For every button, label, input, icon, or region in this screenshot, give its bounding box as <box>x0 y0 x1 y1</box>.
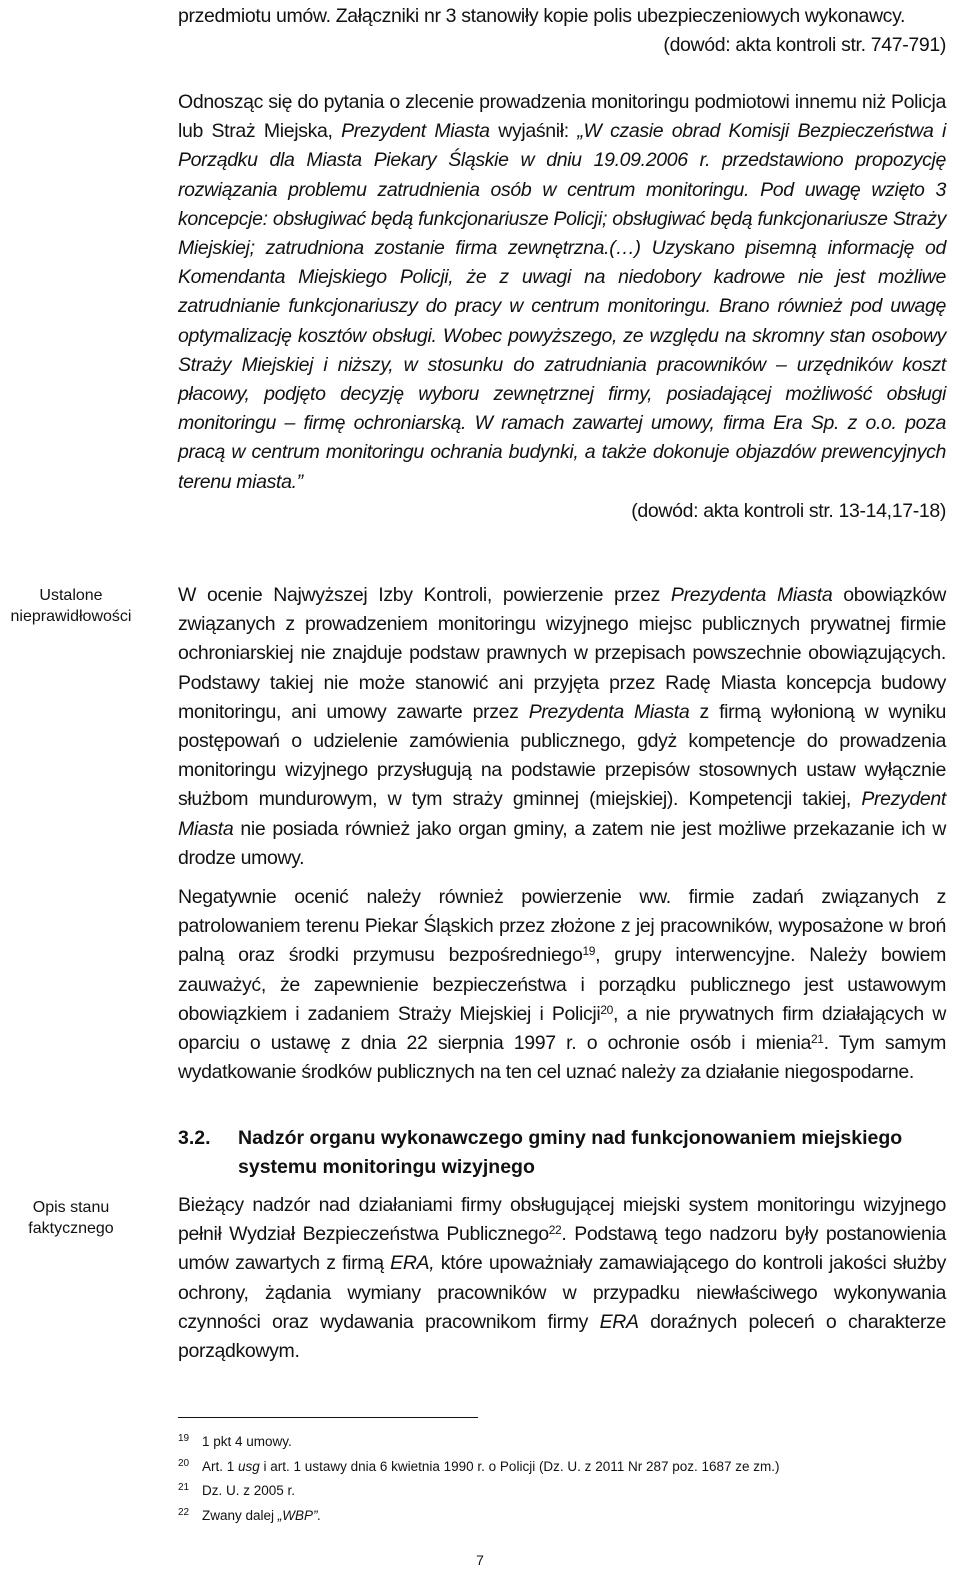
footnote-ref: 19 <box>582 944 596 959</box>
text-run-italic: ERA <box>599 1310 639 1333</box>
footnote-number: 20 <box>178 1457 190 1469</box>
section-heading <box>178 1124 946 1184</box>
paragraph-text: przedmiotu umów. Załączniki nr 3 stanowiły kopie polis ubezpieczeniowych wykonawcy. <box>178 5 906 27</box>
text-run: wyjaśnił: <box>489 120 578 143</box>
footnote-text <box>202 1455 780 1480</box>
footnote-number: 19 <box>178 1433 190 1444</box>
footnote-separator <box>178 1417 478 1418</box>
text-run-italic: usg <box>238 1458 260 1474</box>
paragraph-explanation <box>178 88 946 526</box>
footnote <box>178 1504 938 1529</box>
text-run: doraźnych poleceń o charakterze porządkowym. <box>178 1310 946 1363</box>
footnote-text: Dz. U. z 2005 r. <box>202 1483 296 1498</box>
footnote-text: 1 pkt 4 umowy. <box>202 1434 292 1449</box>
footnote-ref: 21 <box>810 1032 824 1047</box>
paragraph-policies <box>178 2 946 60</box>
text-run-italic: Prezydenta Miasta <box>670 584 833 606</box>
text-run: które upoważniały zamawiającego do kontroli jakości służby ochrony, żądania wymiany pracowników w przypadku niewłaściwego wykonywania czynności oraz wydawania pracownikom firmy <box>178 1252 946 1333</box>
text-run-italic: „WBP”. <box>277 1507 322 1523</box>
text-run: . Tym samym wydatkowanie środków publicznych na ten cel uznać należy za działanie niegospodarne. <box>178 1032 947 1084</box>
footnote-ref: 22 <box>548 1223 562 1238</box>
text-run-italic: ERA, <box>390 1252 435 1275</box>
footnote <box>178 1479 938 1504</box>
paragraph-text <box>178 581 946 873</box>
evidence-reference: (dowód: akta kontroli str. 747-791) <box>663 34 946 57</box>
section-number: 3.2. <box>178 1127 211 1149</box>
footnotes <box>178 1430 938 1528</box>
text-run: Bieżący nadzór nad działaniami firmy obsługującej miejski system monitoringu wizyjnego pełnił Wydział Bezpieczeństwa Publicznego <box>178 1194 946 1246</box>
evidence-reference: (dowód: akta kontroli str. 13-14,17-18) <box>631 499 946 522</box>
footnote <box>178 1430 938 1455</box>
text-run: , grupy interwencyjne. Należy bowiem zauważyć, że zapewnienie bezpieczeństwa i porządku publicznego jest ustawowym obowiązkiem i zadaniem Straży Miejskiej i Policji <box>178 944 946 1025</box>
paragraph-negative-assessment <box>178 883 946 1087</box>
paragraph-text <box>178 883 946 1087</box>
paragraph-text <box>178 88 946 497</box>
footnote-number: 22 <box>178 1506 190 1518</box>
footnote-ref: 20 <box>600 1002 613 1017</box>
text-run: i art. 1 ustawy dnia 6 kwietnia 1990 r. o Policji (Dz. U. z 2011 Nr 287 poz. 1687 ze zm.) <box>259 1458 780 1474</box>
paragraph-text <box>178 1191 946 1366</box>
text-run-italic: Prezydenta Miasta <box>528 700 690 723</box>
page-number: 7 <box>476 1552 484 1568</box>
paragraph-nik-assessment <box>178 581 946 873</box>
text-run-italic: Prezydent Miasta <box>178 788 946 840</box>
side-label-facts: Opis stanu faktycznego <box>28 1199 114 1237</box>
footnote-text <box>202 1504 321 1529</box>
text-run: nie posiada również jako organ gminy, a zatem nie jest możliwe przekazanie ich w drodze umowy. <box>178 817 946 869</box>
footnote-number: 21 <box>178 1482 190 1493</box>
side-label-irregularities: Ustalone nieprawidłowości <box>10 587 132 625</box>
text-run: , a nie prywatnych firm działających w oparciu o ustawę z dnia 22 sierpnia 1997 r. o ochronie osób i mienia <box>178 1002 946 1055</box>
text-run: W ocenie Najwyższej Izby Kontroli, powierzenie przez <box>178 584 671 606</box>
text-run: z firmą wyłonioną w wyniku postępowań o udzielenie zamówienia publicznego, gdyż kompetencje do prowadzenia monitoringu wizyjnego przysługują na podstawie przepisów stosownych ustaw wyłącznie służbom mundurowym, w tym straży gminnej (miejskiej). Kompetencji takiej, <box>178 700 946 811</box>
text-run: obowiązków związanych z prowadzeniem monitoringu wizyjnego miejsc publicznych prywatnej firmie ochroniarskiej nie znajduje podstaw prawnych w przepisach powszechnie obowiązujących. Podstawy takiej nie może stanowić ani przyjęta przez Radę Miasta koncepcja budowy monitoringu, ani umowy zawarte przez <box>178 584 946 723</box>
paragraph-supervision <box>178 1191 946 1366</box>
section-title: Nadzór organu wykonawczego gminy nad funkcjonowaniem miejskiego systemu monitoringu wizyjnego <box>238 1127 903 1179</box>
text-run: . Podstawą tego nadzoru były postanowienia umów zawartych z firmą <box>178 1223 946 1275</box>
text-run: Art. 1 <box>202 1458 239 1474</box>
footnote <box>178 1455 938 1480</box>
text-run: Odnosząc się do pytania o zlecenie prowadzenia monitoringu podmiotowi innemu niż Policja lub Straż Miejska, <box>178 91 946 143</box>
text-run: Zwany dalej <box>202 1507 278 1523</box>
text-run: Negatywnie ocenić należy również powierzenie ww. firmie zadań związanych z patrolowaniem terenu Piekar Śląskich przez złożone z jej pracowników, wyposażone w broń palną oraz środki przymusu bezpośredniego <box>178 886 946 967</box>
quotation: „W czasie obrad Komisji Bezpieczeństwa i Porządku dla Miasta Piekary Śląskie w dniu 19.09.2006 r. przedstawiono propozycję rozwiązania problemu zatrudnienia osób w centrum monitoringu. Pod uwagę wzięto 3 koncepcje: obsługiwać będą funkcjonariusze Policji; obsługiwać będą funkcjonariusze Straży Miejskiej; zatrudniona zostanie firma zewnętrzna.(…) Uzyskano pisemną informację od Komendanta Miejskiego Policji, że z uwagi na niedobory kadrowe nie jest możliwe zatrudnianie funkcjonariuszy do pracy w centrum monitoringu. Brano również pod uwagę optymalizację kosztów obsługi. Wobec powyższego, ze względu na skromny stan osobowy Straży Miejskiej i niższy, w stosunku do zatrudniania pracowników – urzędników koszt płacowy, podjęto decyzję wyboru zewnętrznej firmy, posiadającej możliwość obsługi monitoringu – firmę ochroniarską. W ramach zawartej umowy, firma Era Sp. z o.o. poza pracą w centrum monitoringu ochrania budynki, a także dokonuje objazdów prewencyjnych terenu miasta.” <box>178 120 946 493</box>
text-run-italic: Prezydent Miasta <box>341 120 490 143</box>
